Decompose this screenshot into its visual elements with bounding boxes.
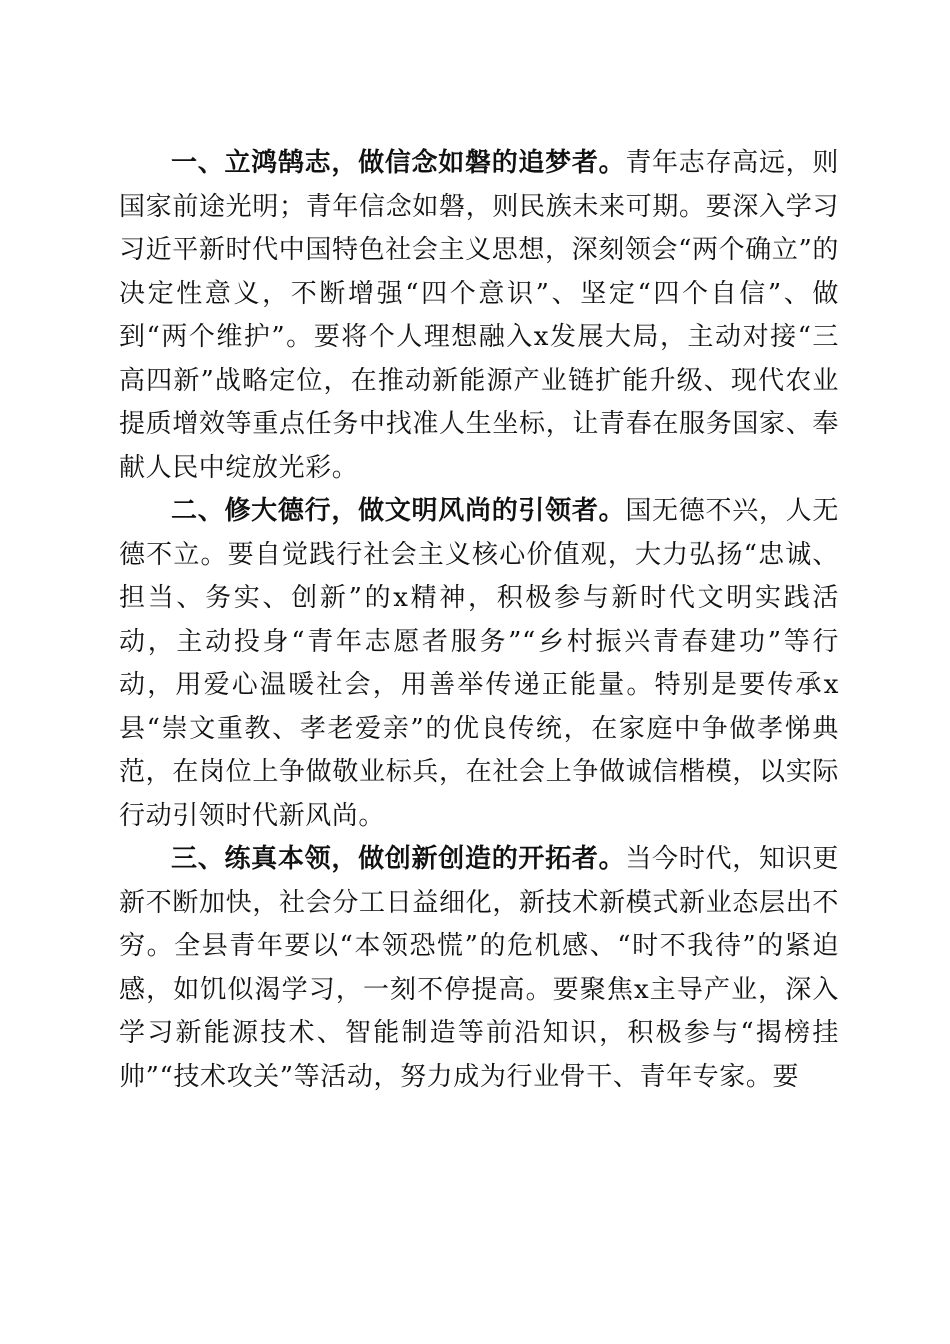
paragraph-3 [119, 838, 839, 1099]
paragraph-2 [119, 490, 839, 838]
paragraph-3-heading: 三、练真本领，做创新创造的开拓者。 [171, 844, 626, 874]
paragraph-2-heading: 二、修大德行，做文明风尚的引领者。 [171, 496, 626, 526]
paragraph-2-text: 国无德不兴，人无德不立。要自觉践行社会主义核心价值观，大力弘扬“忠诚、担当、务实、创新”的x精神，积极参与新时代文明实践活动，主动投身“青年志愿者服务”“乡村振兴青春建功”等行动，用爱心温暖社会，用善举传递正能量。特别是要传承x县“崇文重教、孝老爱亲”的优良传统，在家庭中争做孝悌典范，在岗位上争做敬业标兵，在社会上争做诚信楷模，以实际行动引领时代新风尚。 [119, 496, 839, 831]
paragraph-1-heading: 一、立鸿鹄志，做信念如磐的追梦者。 [171, 148, 626, 178]
paragraph-1 [119, 142, 839, 490]
paragraph-1-text: 青年志存高远，则国家前途光明；青年信念如磐，则民族未来可期。要深入学习习近平新时代中国特色社会主义思想，深刻领会“两个确立”的决定性意义，不断增强“四个意识”、坚定“四个自信”、做到“两个维护”。要将个人理想融入x发展大局，主动对接“三高四新”战略定位，在推动新能源产业链扩能升级、现代农业提质增效等重点任务中找准人生坐标，让青春在服务国家、奉献人民中绽放光彩。 [119, 148, 839, 483]
document-body [119, 142, 839, 1099]
paragraph-3-text: 当今时代，知识更新不断加快，社会分工日益细化，新技术新模式新业态层出不穷。全县青年要以“本领恐慌”的危机感、“时不我待”的紧迫感，如饥似渴学习，一刻不停提高。要聚焦x主导产业，深入学习新能源技术、智能制造等前沿知识，积极参与“揭榜挂帅”“技术攻关”等活动，努力成为行业骨干、青年专家。要 [119, 844, 839, 1092]
